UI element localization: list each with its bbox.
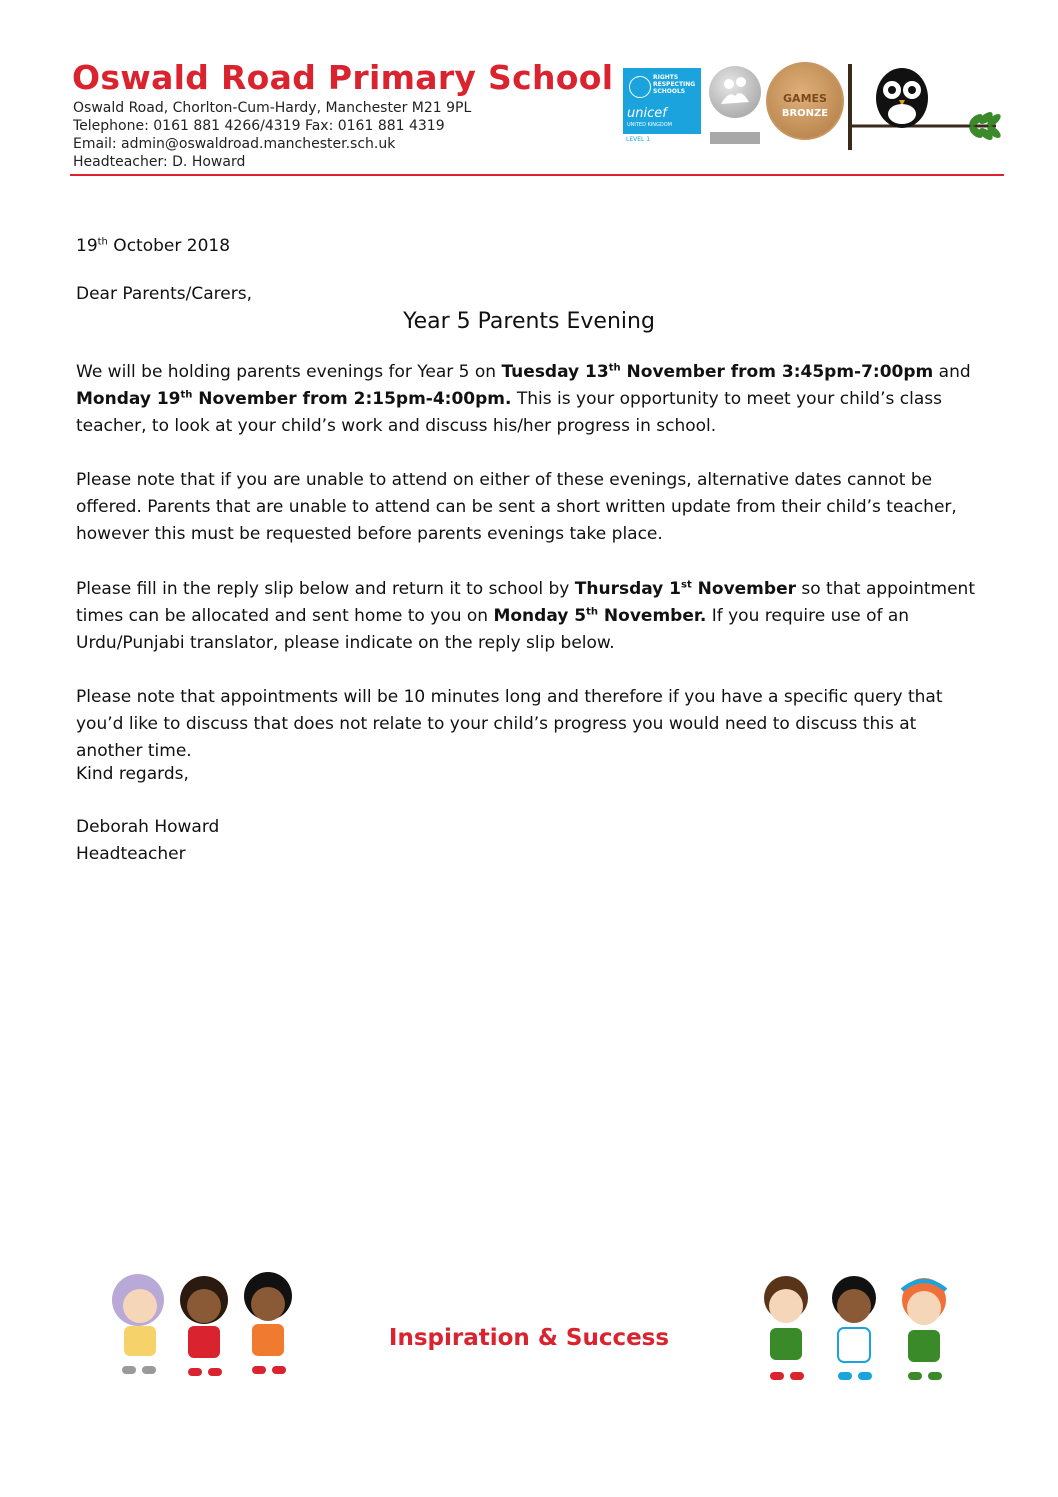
kids-group-right-icon (746, 1268, 966, 1390)
paragraph-reply-slip: Please fill in the reply slip below and return it to school by Thursday 1st November so that appointment times can be allocated and sent home to you on Monday 5th November. If you require use of an Urdu/Punjabi translator, please indicate on the reply slip below. (76, 579, 975, 653)
letterhead (70, 58, 1004, 178)
quality-mark-tag (710, 132, 760, 144)
paragraph-appointments: Please note that appointments will be 10 minutes long and therefore if you have a specific query that you’d like to discuss that does not relate to your child’s progress you would need to discuss this at another time. (76, 687, 943, 761)
rrs-level: LEVEL 1 (626, 136, 651, 143)
signer-role: Headteacher (76, 844, 186, 864)
paragraph-unable-to-attend: Please note that if you are unable to attend on either of these evenings, alternative dates cannot be offered. Parents that are unable to attend can be sent a short written update from their child’s teacher, however this must be requested before parents evenings take place. (76, 470, 957, 544)
salutation: Dear Parents/Carers, (76, 284, 252, 304)
signer-name: Deborah Howard (76, 817, 220, 837)
rights-respecting-schools-badge: RIGHTS RESPECTING SCHOOLS unicef UNITED KINGDOM (623, 68, 701, 134)
header-divider (70, 174, 1004, 176)
school-games-bronze-badge: GAMES BRONZE (766, 62, 844, 140)
school-telephone: Telephone: 0161 881 4266/4319 Fax: 0161 881 4319 (73, 118, 445, 134)
letter-title: Year 5 Parents Evening (403, 309, 655, 334)
school-email: Email: admin@oswaldroad.manchester.sch.uk (73, 136, 396, 152)
school-name: Oswald Road Primary School (72, 58, 614, 97)
school-headteacher: Headteacher: D. Howard (73, 154, 246, 170)
rrs-emblem-icon (629, 76, 651, 98)
silver-quality-mark-icon (709, 66, 761, 118)
school-motto: Inspiration & Success (388, 1325, 670, 1351)
owl-logo-icon (846, 62, 1004, 152)
letter-date: 19th October 2018 (76, 236, 231, 256)
paragraph-dates: We will be holding parents evenings for Year 5 on Tuesday 13th November from 3:45pm-7:00pm and Monday 19th November from 2:15pm-4:00pm. This is your opportunity to meet your child’s class teacher, to look at your child’s work and discuss his/her progress in school. (76, 362, 971, 436)
school-address: Oswald Road, Chorlton-Cum-Hardy, Manchester M21 9PL (73, 100, 472, 116)
closing: Kind regards, (76, 764, 189, 784)
